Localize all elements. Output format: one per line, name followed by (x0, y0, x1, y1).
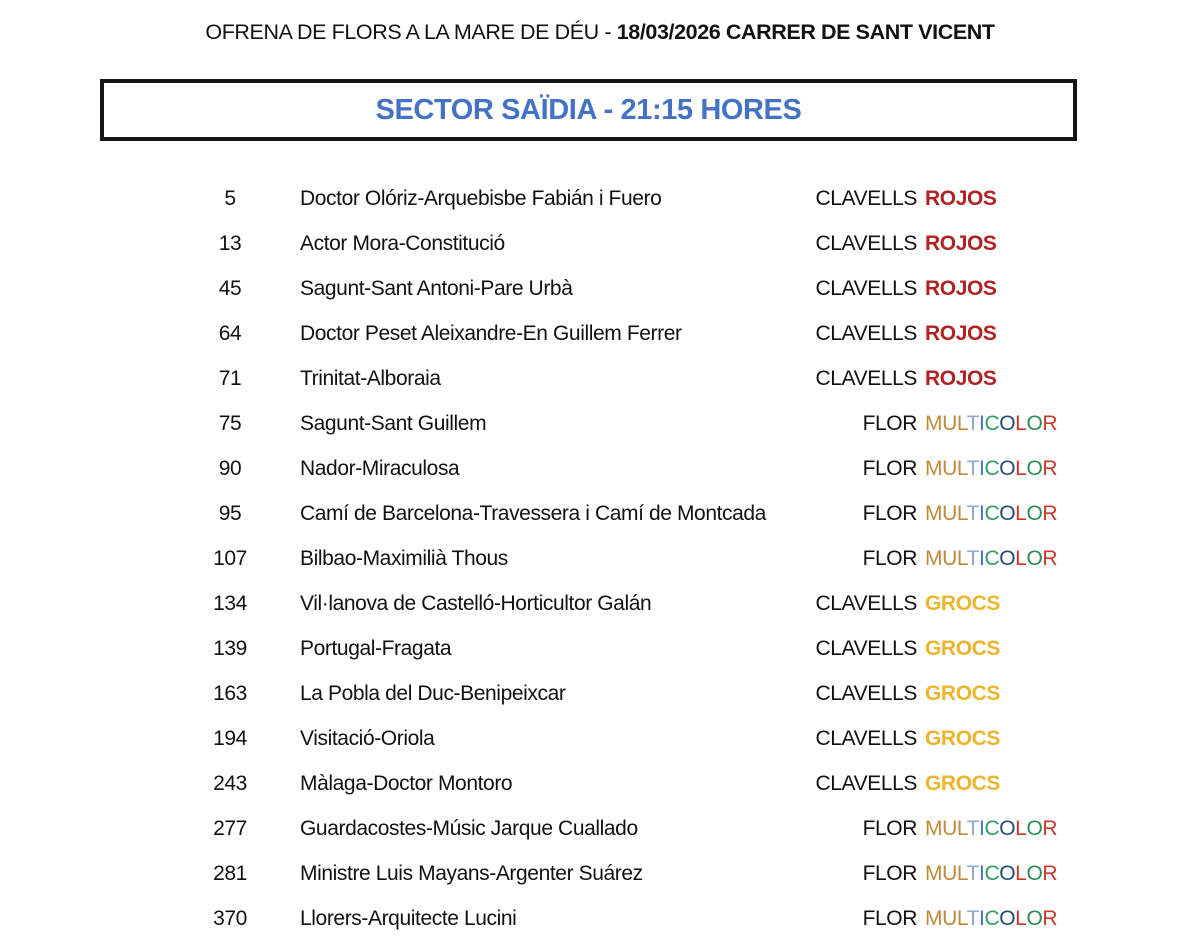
street-name: Sagunt-Sant Guillem (300, 412, 487, 435)
street-name: Camí de Barcelona-Travessera i Camí de Montcada (300, 502, 766, 525)
flower-color: GROCS (925, 637, 1001, 660)
sector-title: SECTOR SAÏDIA - 21:15 HORES (375, 93, 802, 126)
flower-color-letter: O (1026, 862, 1043, 885)
flower-color-letter: U (942, 457, 957, 480)
flower-color-letter: O (1026, 817, 1043, 840)
flower-color-letter: L (1015, 502, 1027, 525)
flower-color-letter: L (1015, 817, 1027, 840)
table-row (0, 716, 1200, 761)
flower-color-letter: R (1042, 547, 1058, 570)
flower-color-letter: I (979, 817, 985, 840)
flower-color-letter: R (1042, 457, 1058, 480)
flower-color-letter: U (942, 412, 957, 435)
table-row (0, 176, 1200, 221)
flower-color: GROCS (925, 772, 1001, 795)
row-number: 163 (213, 682, 247, 705)
flower-color: ROJOS (925, 232, 997, 255)
street-name: Bilbao-Maximilià Thous (300, 547, 508, 570)
flower-color-letter: L (956, 817, 967, 840)
row-number: 281 (213, 862, 247, 885)
row-number: 370 (213, 907, 247, 930)
flower-color-letter: C (984, 457, 1000, 480)
flower-color (925, 491, 1075, 536)
flower-color-letter: O (999, 412, 1016, 435)
flower-type: CLAVELLS (815, 727, 917, 750)
flower-color: GROCS (925, 592, 1001, 615)
flower-color-letter: T (966, 907, 980, 930)
flower-type: CLAVELLS (815, 592, 917, 615)
table-row (0, 401, 1200, 446)
row-number: 45 (218, 277, 242, 300)
flower-type: CLAVELLS (815, 772, 917, 795)
row-number: 139 (213, 637, 247, 660)
flower-color: ROJOS (925, 322, 997, 345)
document-title (0, 20, 1200, 45)
flower-cell (807, 806, 1075, 851)
flower-color-letter: L (956, 862, 967, 885)
flower-color-letter: M (925, 547, 943, 570)
flower-cell (807, 671, 1075, 716)
flower-cell (807, 221, 1075, 266)
flower-color-letter: M (925, 502, 943, 525)
flower-color: ROJOS (925, 187, 997, 210)
street-name: Actor Mora-Constitució (300, 232, 505, 255)
flower-cell (807, 761, 1075, 806)
flower-color (925, 806, 1075, 851)
flower-color-letter: C (984, 817, 1000, 840)
flower-color-letter: T (966, 547, 980, 570)
table-row (0, 761, 1200, 806)
flower-color-letter: R (1042, 412, 1058, 435)
flower-cell (807, 491, 1075, 536)
flower-color-letter: R (1042, 502, 1058, 525)
street-name: Trinitat-Alboraia (300, 367, 441, 390)
street-name: Doctor Olóriz-Arquebisbe Fabián i Fuero (300, 187, 662, 210)
flower-color: ROJOS (925, 367, 997, 390)
sector-header-box (100, 79, 1077, 141)
flower-color-letter: O (1026, 457, 1043, 480)
flower-color-letter: I (979, 502, 985, 525)
flower-color (925, 446, 1075, 491)
flower-color-letter: M (925, 907, 943, 930)
flower-color-letter: T (966, 817, 980, 840)
flower-color-letter: O (999, 907, 1016, 930)
table-row (0, 581, 1200, 626)
flower-color-letter: T (966, 457, 980, 480)
flower-type: CLAVELLS (815, 367, 917, 390)
flower-color-letter: O (1026, 547, 1043, 570)
row-number: 194 (213, 727, 247, 750)
flower-color-letter: C (984, 547, 1000, 570)
flower-color-letter: R (1042, 907, 1058, 930)
row-number: 90 (218, 457, 242, 480)
street-name: Nador-Miraculosa (300, 457, 460, 480)
flower-type: CLAVELLS (815, 637, 917, 660)
table-row (0, 671, 1200, 716)
flower-color-letter: R (1042, 862, 1058, 885)
flower-color-letter: I (979, 457, 985, 480)
document-title-regular: OFRENA DE FLORS A LA MARE DE DÉU - (205, 20, 617, 44)
flower-type: FLOR (862, 547, 917, 570)
flower-color: ROJOS (925, 277, 997, 300)
table-row (0, 491, 1200, 536)
flower-cell (807, 626, 1075, 671)
flower-type: FLOR (862, 457, 917, 480)
table-row (0, 311, 1200, 356)
street-name: Sagunt-Sant Antoni-Pare Urbà (300, 277, 573, 300)
flower-color-letter: L (1015, 907, 1027, 930)
flower-color-letter: U (942, 817, 957, 840)
row-number: 71 (218, 367, 242, 390)
flower-color-letter: I (979, 547, 985, 570)
row-number: 5 (224, 187, 236, 210)
flower-color-letter: U (942, 502, 957, 525)
street-name: Visitació-Oriola (300, 727, 435, 750)
flower-cell (807, 536, 1075, 581)
street-name: Màlaga-Doctor Montoro (300, 772, 513, 795)
table-row (0, 806, 1200, 851)
flower-type: FLOR (862, 817, 917, 840)
flower-color-letter: R (1042, 817, 1058, 840)
flower-cell (807, 176, 1075, 221)
flower-color-letter: C (984, 862, 1000, 885)
flower-color-letter: C (984, 907, 1000, 930)
flower-color-letter: L (1015, 457, 1027, 480)
flower-color (925, 536, 1075, 581)
flower-color-letter: I (979, 412, 985, 435)
flower-cell (807, 716, 1075, 761)
table-row (0, 536, 1200, 581)
flower-color-letter: U (942, 547, 957, 570)
flower-color-letter: O (999, 817, 1016, 840)
flower-color-letter: O (999, 862, 1016, 885)
flower-cell (807, 896, 1075, 941)
flower-color: GROCS (925, 727, 1001, 750)
flower-color-letter: L (956, 907, 967, 930)
flower-type: FLOR (862, 862, 917, 885)
street-name: Ministre Luis Mayans-Argenter Suárez (300, 862, 643, 885)
row-number: 95 (218, 502, 242, 525)
flower-type: CLAVELLS (815, 187, 917, 210)
flower-color-letter: M (925, 862, 943, 885)
flower-color-letter: O (999, 502, 1016, 525)
flower-color-letter: M (925, 457, 943, 480)
flower-cell (807, 311, 1075, 356)
table-row (0, 221, 1200, 266)
flower-type: CLAVELLS (815, 322, 917, 345)
flower-color-letter: O (1026, 502, 1043, 525)
flower-color-letter: U (942, 907, 957, 930)
flower-color-letter: I (979, 862, 985, 885)
flower-color-letter: L (956, 457, 967, 480)
street-name: La Pobla del Duc-Benipeixcar (300, 682, 566, 705)
flower-cell (807, 581, 1075, 626)
flower-color-letter: L (1015, 547, 1027, 570)
flower-color-letter: O (999, 457, 1016, 480)
row-number: 134 (213, 592, 247, 615)
row-number: 64 (218, 322, 242, 345)
flower-color-letter: I (979, 907, 985, 930)
street-name: Guardacostes-Músic Jarque Cuallado (300, 817, 638, 840)
flower-type: CLAVELLS (815, 682, 917, 705)
flower-color-letter: T (966, 862, 980, 885)
flower-type: CLAVELLS (815, 277, 917, 300)
flower-color-letter: T (966, 502, 980, 525)
table-row (0, 626, 1200, 671)
flower-color-letter: C (984, 412, 1000, 435)
flower-color-letter: L (956, 502, 967, 525)
flower-color-letter: L (956, 412, 967, 435)
flower-color-letter: L (956, 547, 967, 570)
flower-color (925, 896, 1075, 941)
flower-type: CLAVELLS (815, 232, 917, 255)
table-row (0, 896, 1200, 941)
table-row (0, 851, 1200, 896)
table-row (0, 266, 1200, 311)
street-name: Portugal-Fragata (300, 637, 452, 660)
table-row (0, 356, 1200, 401)
flower-color-letter: M (925, 817, 943, 840)
flower-color-letter: L (1015, 412, 1027, 435)
flower-color (925, 851, 1075, 896)
row-number: 107 (213, 547, 247, 570)
flower-color-letter: U (942, 862, 957, 885)
flower-color-letter: M (925, 412, 943, 435)
flower-color-letter: C (984, 502, 1000, 525)
flower-color-letter: O (999, 547, 1016, 570)
flower-type: FLOR (862, 907, 917, 930)
flower-color (925, 401, 1075, 446)
flower-color-letter: O (1026, 907, 1043, 930)
street-name: Vil·lanova de Castelló-Horticultor Galán (300, 592, 652, 615)
flower-cell (807, 266, 1075, 311)
table-row (0, 446, 1200, 491)
flower-cell (807, 356, 1075, 401)
row-number: 75 (218, 412, 242, 435)
street-name: Llorers-Arquitecte Lucini (300, 907, 517, 930)
flower-color-letter: L (1015, 862, 1027, 885)
row-number: 13 (218, 232, 242, 255)
flower-cell (807, 446, 1075, 491)
street-name: Doctor Peset Aleixandre-En Guillem Ferrer (300, 322, 682, 345)
row-number: 243 (213, 772, 247, 795)
flower-cell (807, 851, 1075, 896)
document-title-bold: 18/03/2026 CARRER DE SANT VICENT (616, 20, 995, 44)
streets-list (0, 176, 1200, 941)
flower-type: FLOR (862, 502, 917, 525)
flower-cell (807, 401, 1075, 446)
flower-color-letter: T (966, 412, 980, 435)
flower-type: FLOR (862, 412, 917, 435)
flower-color-letter: O (1026, 412, 1043, 435)
row-number: 277 (213, 817, 247, 840)
flower-color: GROCS (925, 682, 1001, 705)
